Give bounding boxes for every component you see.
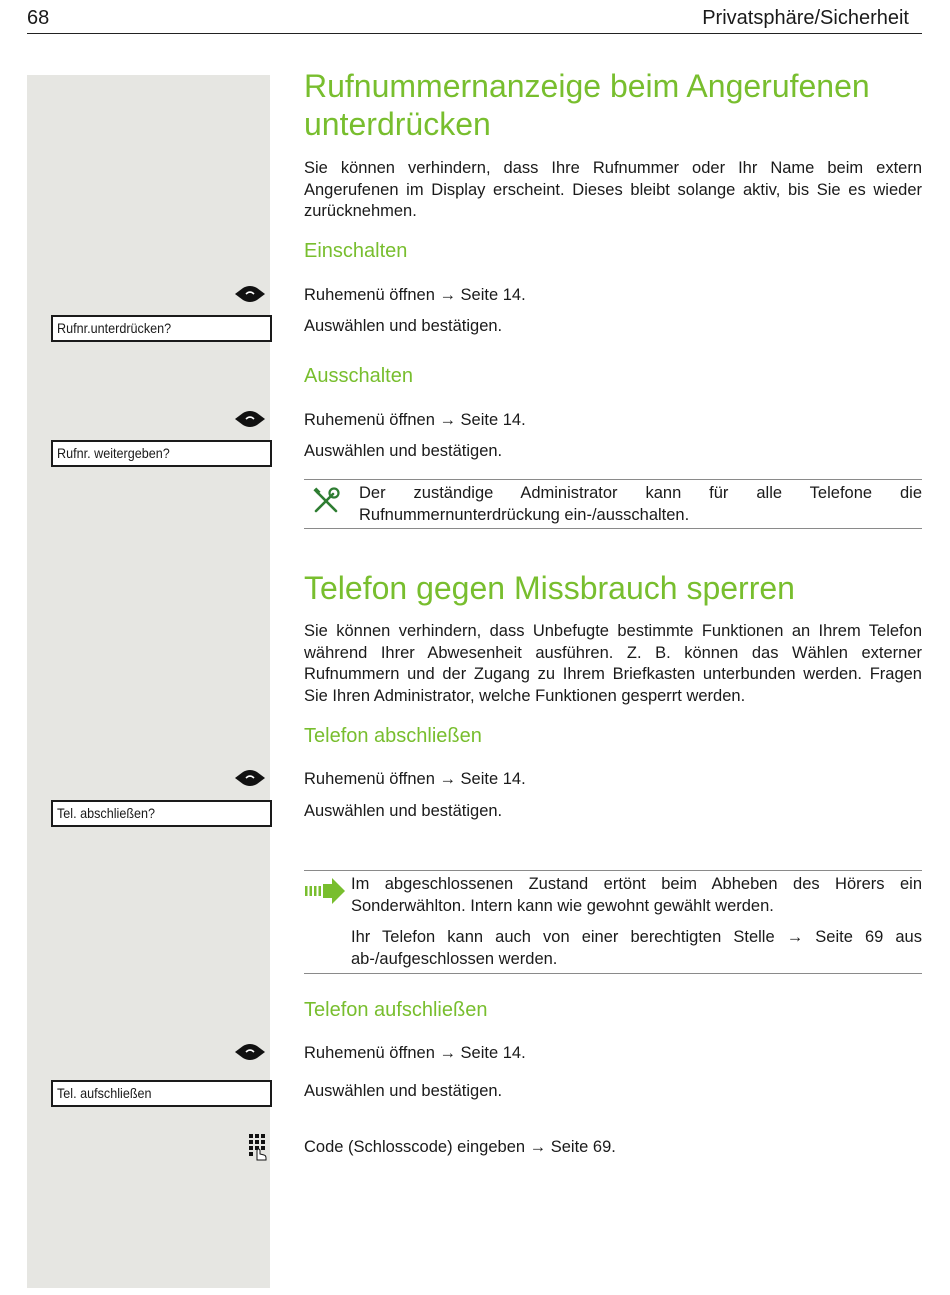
section-title: Privatsphäre/Sicherheit [702, 7, 909, 29]
note-divider-top [304, 479, 922, 480]
navigator-icon [234, 285, 266, 303]
heading-ausschalten: Ausschalten [304, 365, 413, 387]
section2-title: Telefon gegen Missbrauch sperren [304, 570, 795, 606]
display-option-lock-phone[interactable]: Tel. abschließen? [51, 800, 272, 827]
navigator-icon [234, 410, 266, 428]
admin-note: Der zuständige Administrator kann für alle Telefone die Rufnummernunterdrückung ein-/ausschalten. [359, 484, 922, 524]
display-option-send-number[interactable]: Rufnr. weitergeben? [51, 440, 272, 467]
info-divider-bottom [304, 973, 922, 974]
tools-icon [311, 486, 341, 516]
heading-telefon-abschliessen: Telefon abschließen [304, 725, 482, 747]
section2-intro: Sie können verhindern, dass Unbefugte bestimmte Funktionen an Ihrem Telefon während Ihrer Abwesenheit ausführen. Z. B. können das Wählen externer Rufnummern und der Zugang zu Ihrem Briefkasten unterbunden werden. Fragen Sie Ihren Administrator, welche Funktionen gesperrt werden. [304, 622, 922, 705]
step-enter-lock-code: Code (Schlosscode) eingeben → Seite 69. [304, 1138, 616, 1156]
heading-telefon-aufschliessen: Telefon aufschließen [304, 999, 488, 1021]
step-open-idle-menu: Ruhemenü öffnen → Seite 14. [304, 286, 526, 304]
heading-einschalten: Einschalten [304, 240, 408, 262]
info-note-2: Ihr Telefon kann auch von einer berechtigten Stelle → Seite 69 aus ab-/aufgeschlossen werden. [351, 928, 922, 968]
step-select-confirm: Auswählen und bestätigen. [304, 802, 503, 820]
section1-title-line1: Rufnummernanzeige beim Angerufenen [304, 68, 870, 104]
navigator-icon [234, 1043, 266, 1061]
page-number: 68 [27, 7, 50, 29]
note-divider-bottom [304, 528, 922, 529]
navigator-icon [234, 769, 266, 787]
step-select-confirm: Auswählen und bestätigen. [304, 317, 503, 335]
info-divider-top [304, 870, 922, 871]
step-select-confirm: Auswählen und bestätigen. [304, 442, 503, 460]
keypad-icon [248, 1133, 268, 1161]
display-option-unlock-phone[interactable]: Tel. aufschließen [51, 1080, 272, 1107]
info-note-1: Im abgeschlossenen Zustand ertönt beim Abheben des Hörers ein Sonderwählton. Intern kann wie gewohnt gewählt werden. [351, 875, 922, 915]
section1-title [304, 67, 870, 143]
step-open-idle-menu: Ruhemenü öffnen → Seite 14. [304, 770, 526, 788]
section1-intro: Sie können verhindern, dass Ihre Rufnummer oder Ihr Name beim extern Angerufenen im Display erscheint. Dieses bleibt solange aktiv, bis Sie es wieder zurücknehmen. [304, 159, 922, 220]
info-arrow-icon [304, 877, 346, 905]
display-option-suppress-number[interactable]: Rufnr.unterdrücken? [51, 315, 272, 342]
section1-title-line2: unterdrücken [304, 106, 491, 142]
step-open-idle-menu: Ruhemenü öffnen → Seite 14. [304, 1044, 526, 1062]
step-select-confirm: Auswählen und bestätigen. [304, 1082, 503, 1100]
step-open-idle-menu: Ruhemenü öffnen → Seite 14. [304, 411, 526, 429]
header-divider [27, 33, 922, 34]
